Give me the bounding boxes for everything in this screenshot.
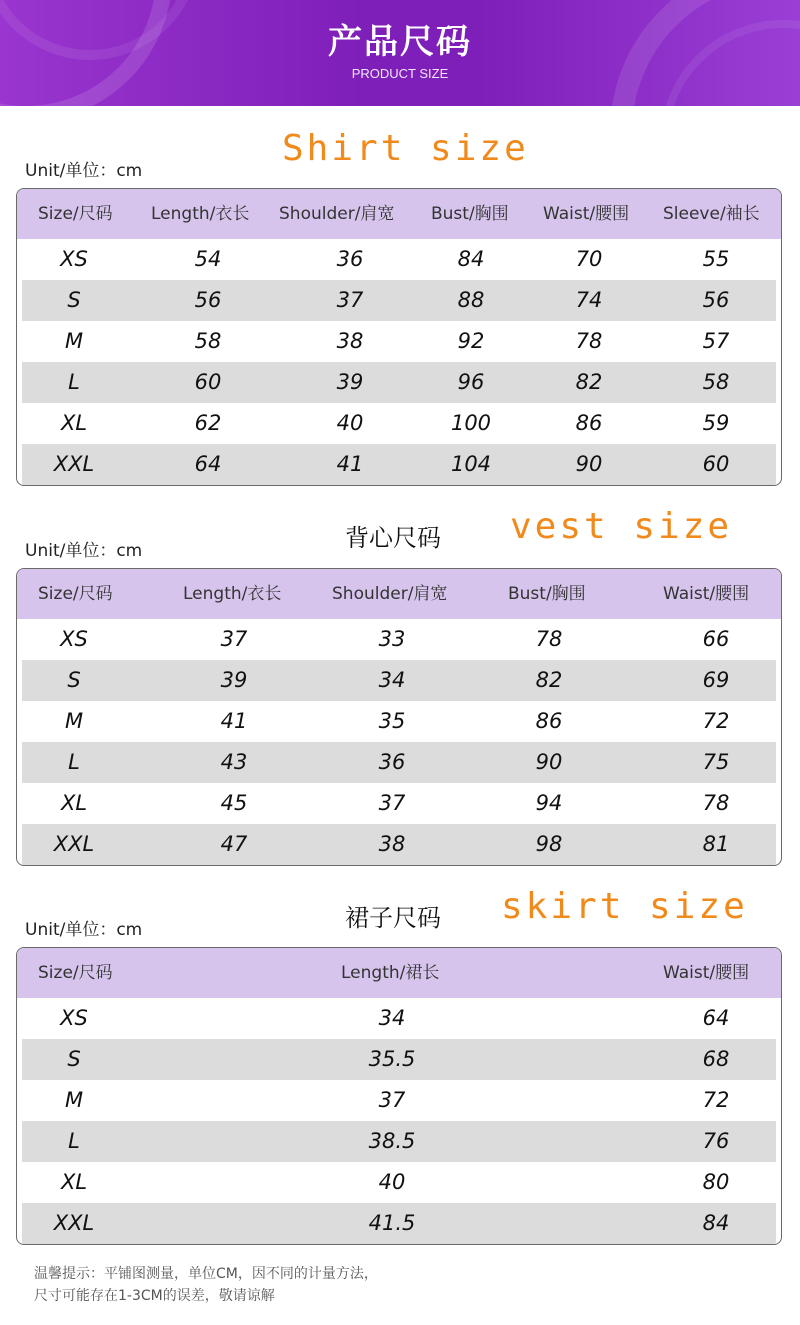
measurement-cell: 40 [378, 1170, 406, 1194]
table-row [22, 444, 776, 485]
measurement-cell: 55 [702, 247, 730, 271]
skirt-unit-label: Unit/单位：cm [25, 920, 143, 940]
table-header [17, 189, 781, 239]
measurement-cell: 47 [220, 832, 248, 856]
size-cell: XXL [53, 1211, 95, 1235]
column-header: Bust/胸围 [431, 204, 509, 224]
measurement-cell: 36 [378, 750, 406, 774]
table-body [17, 619, 781, 865]
measurement-cell: 64 [702, 1006, 730, 1030]
table-row [17, 998, 781, 1039]
column-header: Waist/腰围 [663, 584, 750, 604]
shirt-title-en: Shirt size [282, 128, 529, 169]
measurement-cell: 78 [575, 329, 603, 353]
vest-title-cn: 背心尺码 [345, 524, 441, 552]
measurement-cell: 54 [194, 247, 222, 271]
measurement-cell: 72 [702, 1088, 730, 1112]
measurement-cell: 39 [220, 668, 248, 692]
measurement-cell: 60 [194, 370, 222, 394]
column-header: Size/尺码 [38, 963, 113, 983]
size-cell: L [68, 370, 80, 394]
size-cell: XL [60, 791, 88, 815]
measurement-cell: 98 [535, 832, 563, 856]
measurement-cell: 41 [336, 452, 364, 476]
measurement-cell: 75 [702, 750, 730, 774]
column-header: Size/尺码 [38, 204, 113, 224]
footer-note-line: 尺寸可能存在1-3CM的误差，敬请谅解 [34, 1288, 275, 1304]
measurement-cell: 56 [194, 288, 222, 312]
measurement-cell: 68 [702, 1047, 730, 1071]
measurement-cell: 86 [535, 709, 563, 733]
measurement-cell: 76 [702, 1129, 730, 1153]
column-header: Shoulder/肩宽 [279, 204, 395, 224]
measurement-cell: 57 [702, 329, 730, 353]
shirt-unit-label: Unit/单位：cm [25, 161, 143, 181]
table-row [17, 239, 781, 280]
measurement-cell: 100 [450, 411, 492, 435]
skirt-size-table [16, 947, 782, 1245]
measurement-cell: 66 [702, 627, 730, 651]
vest-size-table [16, 568, 782, 866]
measurement-cell: 58 [702, 370, 730, 394]
column-header: Size/尺码 [38, 584, 113, 604]
measurement-cell: 41 [220, 709, 248, 733]
measurement-cell: 35.5 [368, 1047, 416, 1071]
measurement-cell: 94 [535, 791, 563, 815]
measurement-cell: 38.5 [368, 1129, 416, 1153]
measurement-cell: 41.5 [368, 1211, 416, 1235]
table-body [17, 998, 781, 1244]
size-cell: XS [60, 627, 88, 651]
measurement-cell: 36 [336, 247, 364, 271]
measurement-cell: 70 [575, 247, 603, 271]
measurement-cell: 35 [378, 709, 406, 733]
measurement-cell: 33 [378, 627, 406, 651]
size-cell: M [64, 1088, 84, 1112]
size-cell: S [67, 288, 81, 312]
size-cell: XS [60, 1006, 88, 1030]
page-title: 产品尺码 [328, 22, 472, 62]
column-header: Bust/胸围 [508, 584, 586, 604]
measurement-cell: 90 [575, 452, 603, 476]
vest-title-en: vest size [510, 506, 733, 547]
size-cell: S [67, 1047, 81, 1071]
table-row [22, 660, 776, 701]
measurement-cell: 84 [702, 1211, 730, 1235]
table-row [22, 824, 776, 865]
measurement-cell: 92 [457, 329, 485, 353]
table-row [22, 1039, 776, 1080]
size-cell: M [64, 329, 84, 353]
shirt-size-table [16, 188, 782, 486]
size-cell: S [67, 668, 81, 692]
table-header [17, 569, 781, 619]
measurement-cell: 96 [457, 370, 485, 394]
column-header: Sleeve/袖长 [663, 204, 760, 224]
measurement-cell: 72 [702, 709, 730, 733]
column-header: Length/衣长 [151, 204, 250, 224]
column-header: Shoulder/肩宽 [332, 584, 448, 604]
header-banner [0, 0, 800, 106]
measurement-cell: 80 [702, 1170, 730, 1194]
measurement-cell: 38 [336, 329, 364, 353]
measurement-cell: 104 [450, 452, 492, 476]
size-cell: L [68, 1129, 80, 1153]
table-row [22, 1203, 776, 1244]
measurement-cell: 38 [378, 832, 406, 856]
size-cell: L [68, 750, 80, 774]
measurement-cell: 37 [378, 791, 406, 815]
measurement-cell: 37 [220, 627, 248, 651]
table-row [17, 1080, 781, 1121]
measurement-cell: 45 [220, 791, 248, 815]
measurement-cell: 78 [702, 791, 730, 815]
measurement-cell: 60 [702, 452, 730, 476]
size-cell: XXL [53, 832, 95, 856]
column-header: Waist/腰围 [663, 963, 750, 983]
measurement-cell: 82 [535, 668, 563, 692]
measurement-cell: 34 [378, 1006, 406, 1030]
measurement-cell: 86 [575, 411, 603, 435]
measurement-cell: 56 [702, 288, 730, 312]
footer-note-line: 温馨提示：平铺图测量，单位CM，因不同的计量方法， [34, 1266, 378, 1282]
footer-note [34, 1263, 378, 1307]
vest-unit-label: Unit/单位：cm [25, 541, 143, 561]
column-header: Length/衣长 [183, 584, 282, 604]
measurement-cell: 74 [575, 288, 603, 312]
size-cell: XL [60, 1170, 88, 1194]
measurement-cell: 43 [220, 750, 248, 774]
measurement-cell: 64 [194, 452, 222, 476]
page-subtitle: PRODUCT SIZE [351, 66, 449, 81]
table-row [17, 321, 781, 362]
table-header [17, 948, 781, 998]
column-header: Waist/腰围 [543, 204, 630, 224]
skirt-title-cn: 裙子尺码 [345, 904, 441, 932]
table-row [22, 280, 776, 321]
table-row [17, 701, 781, 742]
size-cell: XS [60, 247, 88, 271]
table-row [22, 1121, 776, 1162]
measurement-cell: 78 [535, 627, 563, 651]
table-row [17, 783, 781, 824]
measurement-cell: 59 [702, 411, 730, 435]
table-row [17, 1162, 781, 1203]
column-header: Length/裙长 [341, 963, 440, 983]
measurement-cell: 40 [336, 411, 364, 435]
table-row [22, 362, 776, 403]
measurement-cell: 81 [702, 832, 730, 856]
table-body [17, 239, 781, 485]
measurement-cell: 82 [575, 370, 603, 394]
measurement-cell: 34 [378, 668, 406, 692]
table-row [22, 742, 776, 783]
measurement-cell: 88 [457, 288, 485, 312]
measurement-cell: 90 [535, 750, 563, 774]
measurement-cell: 69 [702, 668, 730, 692]
measurement-cell: 37 [378, 1088, 406, 1112]
skirt-title-en: skirt size [501, 886, 748, 927]
size-cell: XXL [53, 452, 95, 476]
measurement-cell: 62 [194, 411, 222, 435]
size-cell: XL [60, 411, 88, 435]
measurement-cell: 37 [336, 288, 364, 312]
measurement-cell: 58 [194, 329, 222, 353]
table-row [17, 403, 781, 444]
measurement-cell: 84 [457, 247, 485, 271]
table-row [17, 619, 781, 660]
measurement-cell: 39 [336, 370, 364, 394]
size-cell: M [64, 709, 84, 733]
